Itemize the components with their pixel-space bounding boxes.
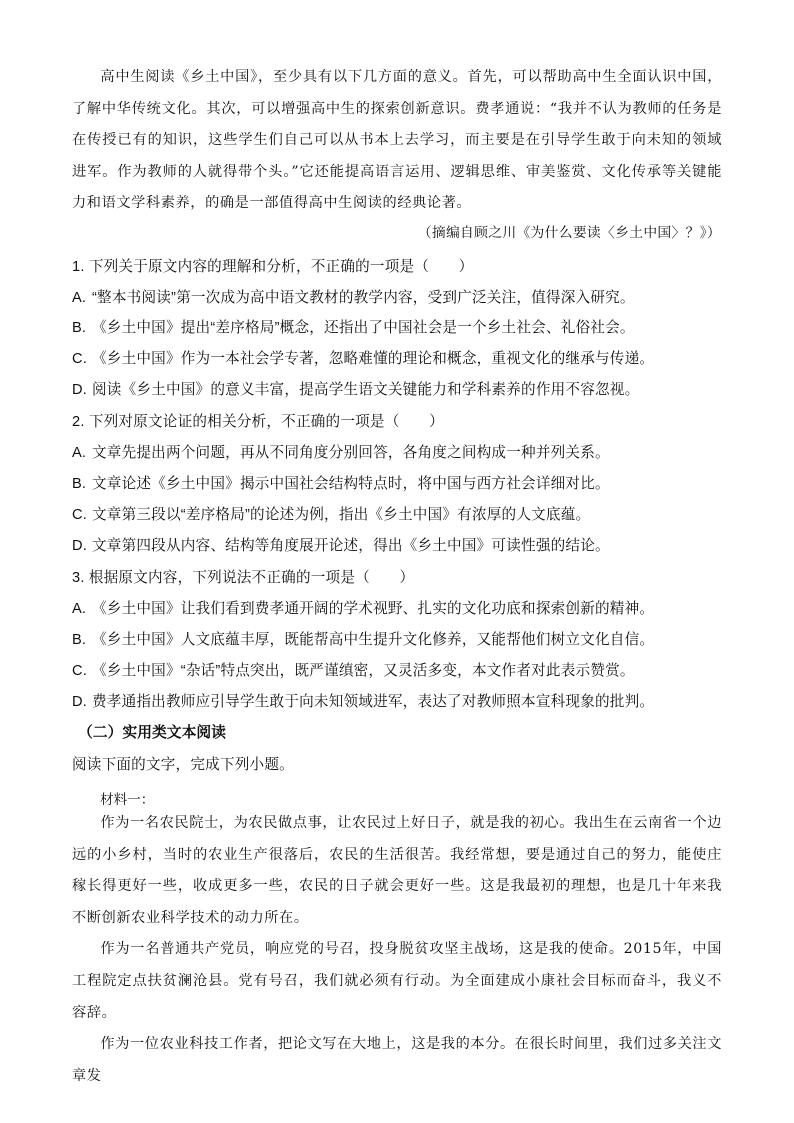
- question-1-option-a[interactable]: [72, 286, 635, 307]
- option-text: 文章第四段从内容、结构等角度展开论述，得出《乡土中国》可读性强的结论。: [92, 538, 610, 554]
- passage-paragraph: 高中生阅读《乡土中国》，至少具有以下几方面的意义。首先，可以帮助高中生全面认识中国，了解中华传统文化。其次，可以增强高中生的探索创新意识。费孝通说：“我并不认为教师的任务是在传授已有的知识，这些学生们自己可以从书本上去学习，而主要是在引导学生敢于向未知的领域进军。作为教师的人就得带个头。”它还能提高语言运用、逻辑思维、审美鉴赏、文化传承等关键能力和语文学科素养，的确是一部值得高中生阅读的经典论著。: [72, 69, 722, 212]
- material-paragraph: 作为一名农民院士，为农民做点事，让农民过上好日子，就是我的初心。我出生在云南省一个边远的小乡村，当时的农业生产很落后，农民的生活很苦。我经常想，要是通过自己的努力，能使庄稼长得更好一些，收成更多一些，农民的日子就会更好一些。这是我最初的理想，也是几十年来我不断创新农业科学技术的动力所在。: [72, 815, 722, 926]
- question-3-stem: 3. 根据原文内容，下列说法不正确的一项是（ ）: [72, 570, 415, 586]
- option-text: “整本书阅读”第一次成为高中语文教材的教学内容，受到广泛关注，值得深入研究。: [92, 290, 635, 306]
- option-letter: B.: [72, 632, 87, 648]
- question-2-stem: 2. 下列对原文论证的相关分析，不正确的一项是（ ）: [72, 414, 444, 430]
- question-2-option-a[interactable]: [72, 441, 610, 462]
- option-letter: A.: [72, 445, 87, 461]
- question-3-option-a[interactable]: [72, 597, 654, 618]
- option-letter: D.: [72, 694, 87, 710]
- option-letter: C.: [72, 507, 87, 523]
- question-2-option-b[interactable]: [72, 472, 610, 493]
- question-2-option-d[interactable]: [72, 534, 610, 555]
- option-text: 《乡土中国》让我们看到费孝通开阔的学术视野、扎实的文化功底和探索创新的精神。: [92, 601, 655, 617]
- option-letter: B.: [72, 476, 87, 492]
- option-text: 文章论述《乡土中国》揭示中国社会结构特点时，将中国与西方社会详细对比。: [92, 476, 610, 492]
- option-text: 文章先提出两个问题，再从不同角度分别回答，各角度之间构成一种并列关系。: [92, 445, 610, 461]
- option-letter: B.: [72, 320, 87, 336]
- question-3-option-b[interactable]: [72, 628, 654, 649]
- option-letter: A.: [72, 290, 87, 306]
- material-label: 材料一：: [100, 792, 155, 808]
- question-1-stem: 1. 下列关于原文内容的理解和分析，不正确的一项是（ ）: [72, 259, 474, 275]
- material-paragraph: 作为一位农业科技工作者，把论文写在大地上，这是我的本分。在很长时间里，我们过多关注文章发: [72, 1036, 722, 1084]
- material-one-body: [72, 808, 722, 1092]
- source-citation: （摘编自顾之川《为什么要读〈乡土中国〉？》）: [417, 225, 721, 241]
- option-letter: D.: [72, 538, 87, 554]
- option-letter: C.: [72, 663, 87, 679]
- option-text: 《乡土中国》“杂话”特点突出，既严谨缜密，又灵活多变，本文作者对此表示赞赏。: [92, 663, 635, 679]
- option-letter: C.: [72, 351, 87, 367]
- option-letter: A.: [72, 601, 87, 617]
- option-text: 《乡土中国》人文底蕴丰厚，既能帮高中生提升文化修养，又能帮他们树立文化自信。: [92, 632, 655, 648]
- option-text: 文章第三段以“差序格局”的论述为例，指出《乡土中国》有浓厚的人文底蕴。: [92, 507, 591, 523]
- material-paragraph: 作为一名普通共产党员，响应党的号召，投身脱贫攻坚主战场，这是我的使命。2015年，中国工程院定点扶贫澜沧县。党有号召，我们就必须有行动。为全面建成小康社会目标而奋斗，我义不容辞。: [72, 941, 722, 1021]
- question-1-option-c[interactable]: [72, 347, 654, 368]
- option-text: 费孝通指出教师应引导学生敢于向未知领域进军，表达了对教师照本宣科现象的批判。: [92, 694, 655, 710]
- question-1-option-d[interactable]: [72, 378, 639, 399]
- option-text: 阅读《乡土中国》的意义丰富，提高学生语文关键能力和学科素养的作用不容忽视。: [92, 382, 640, 398]
- option-text: 《乡土中国》作为一本社会学专著，忽略难懂的理论和概念，重视文化的继承与传递。: [92, 351, 655, 367]
- option-letter: D.: [72, 382, 87, 398]
- question-3-option-c[interactable]: [72, 659, 635, 680]
- section-instruction: 阅读下面的文字，完成下列小题。: [72, 757, 294, 773]
- question-1-option-b[interactable]: [72, 316, 635, 337]
- question-3-option-d[interactable]: [72, 690, 654, 711]
- question-2-option-c[interactable]: [72, 503, 590, 524]
- section-heading: （二）实用类文本阅读: [78, 725, 226, 741]
- option-text: 《乡土中国》提出“差序格局”概念，还指出了中国社会是一个乡土社会、礼俗社会。: [92, 320, 635, 336]
